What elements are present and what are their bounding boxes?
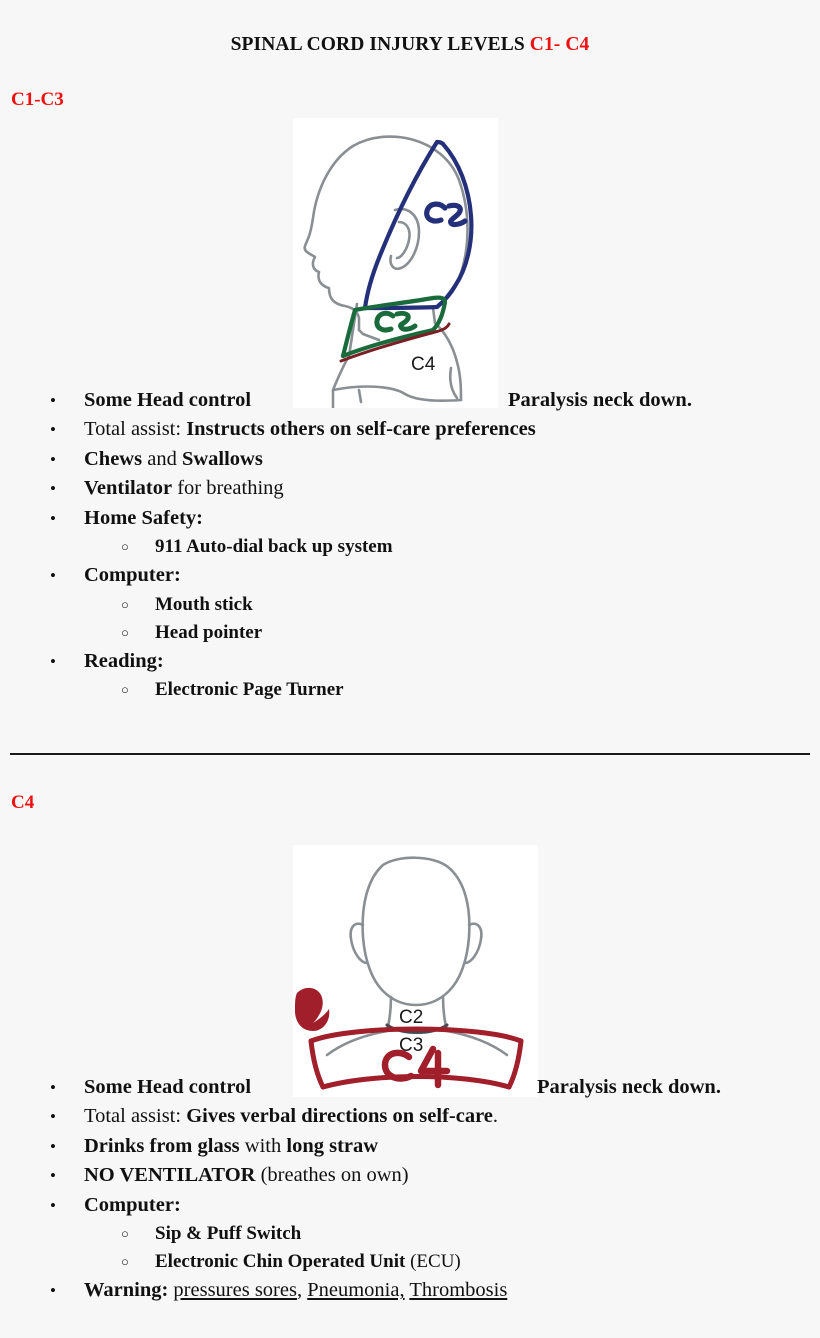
text-run: Some Head control [84, 389, 252, 411]
trailing-text: Paralysis neck down. [508, 389, 692, 411]
text-run: Instructs others on self-care preferences [186, 418, 536, 441]
text-run: Some Head control [84, 1076, 252, 1098]
lateral-head-dermatome-diagram [293, 118, 498, 408]
sub-bullet-marker: ○ [121, 596, 129, 612]
sub-bullet-marker: ○ [121, 539, 129, 555]
svg-text:C4: C4 [411, 354, 436, 375]
text-run: and [142, 447, 182, 470]
bullet-marker: • [50, 1107, 56, 1127]
text-run: 911 Auto-dial back up system [155, 536, 393, 558]
text-run: Drinks from glass [84, 1134, 240, 1157]
sub-list-item [0, 676, 820, 704]
section-heading-c4: C4 [11, 792, 35, 813]
list-item [0, 647, 820, 676]
list-item [0, 1073, 820, 1102]
list-item [0, 1102, 820, 1131]
text-run: pressures sores [173, 1279, 297, 1302]
text-run: Computer: [84, 1193, 181, 1216]
text-run: Pneumonia, [307, 1279, 405, 1302]
text-run: . [492, 1105, 499, 1128]
page-title [0, 34, 820, 56]
trailing-text: Paralysis neck down. [537, 1076, 721, 1098]
bullet-marker: • [50, 1166, 56, 1186]
text-run: with [239, 1134, 287, 1157]
list-item [0, 1276, 820, 1305]
text-run: Sip & Puff Switch [155, 1223, 302, 1245]
list-item [0, 386, 820, 415]
bullet-marker: • [50, 1078, 56, 1097]
list-item [0, 504, 820, 533]
sub-list-item [0, 1220, 820, 1248]
list-item [0, 445, 820, 474]
bullet-marker: • [50, 566, 56, 586]
text-run: Head pointer [155, 621, 263, 643]
bullet-marker: • [50, 508, 56, 528]
sub-list-item [0, 1248, 820, 1276]
section-heading-c1-c3: C1-C3 [11, 89, 64, 110]
text-run: Swallows [181, 447, 263, 470]
bullet-marker: • [50, 479, 56, 499]
text-run: Computer: [84, 564, 181, 587]
text-run: Electronic Chin Operated Unit [155, 1251, 406, 1273]
text-run: Thrombosis [409, 1279, 508, 1302]
list-item [0, 474, 820, 503]
text-run: Mouth stick [155, 593, 253, 615]
text-run: Home Safety: [84, 506, 203, 529]
list-item [0, 415, 820, 444]
bullet-list-c4 [0, 1073, 820, 1306]
bullet-marker: • [50, 1195, 56, 1215]
sub-list-item [0, 533, 820, 561]
sub-list-item [0, 591, 820, 619]
sub-bullet-marker: ○ [121, 1226, 129, 1242]
section-divider [10, 753, 810, 755]
bullet-marker: • [50, 652, 56, 672]
bullet-marker: • [50, 1136, 56, 1156]
text-run: (ECU) [405, 1251, 461, 1273]
text-run: long straw [286, 1134, 379, 1157]
svg-text:C3: C3 [399, 1035, 424, 1056]
text-run: Ventilator [84, 477, 173, 500]
bullet-marker: • [50, 391, 56, 410]
list-item [0, 1191, 820, 1220]
sub-bullet-marker: ○ [121, 1254, 129, 1270]
text-run: Electronic Page Turner [155, 679, 344, 701]
bullet-marker: • [50, 1281, 56, 1301]
sub-bullet-marker: ○ [121, 624, 129, 640]
list-item [0, 1132, 820, 1161]
text-run: , [296, 1279, 308, 1302]
sub-list-item [0, 619, 820, 647]
list-item [0, 561, 820, 590]
text-run: Reading: [84, 650, 164, 673]
text-run: Gives verbal directions on self-care [186, 1105, 493, 1128]
posterior-head-dermatome-diagram [293, 845, 538, 1097]
bullet-list-c1-c3 [0, 386, 820, 705]
text-run: for breathing [172, 477, 284, 500]
svg-text:C2: C2 [399, 1007, 424, 1028]
text-run: (breathes on own) [255, 1164, 409, 1187]
text-run: Total assist: [84, 1105, 187, 1128]
page-title-black: SPINAL CORD INJURY LEVELS [230, 34, 530, 55]
page-title-red: C1- C4 [529, 34, 590, 55]
bullet-marker: • [50, 449, 56, 469]
bullet-marker: • [50, 420, 56, 440]
text-run: Warning: [84, 1279, 174, 1302]
text-run: NO VENTILATOR [84, 1164, 256, 1187]
list-item [0, 1161, 820, 1190]
text-run: Total assist: [84, 418, 187, 441]
text-run: Chews [84, 447, 143, 470]
sub-bullet-marker: ○ [121, 682, 129, 698]
